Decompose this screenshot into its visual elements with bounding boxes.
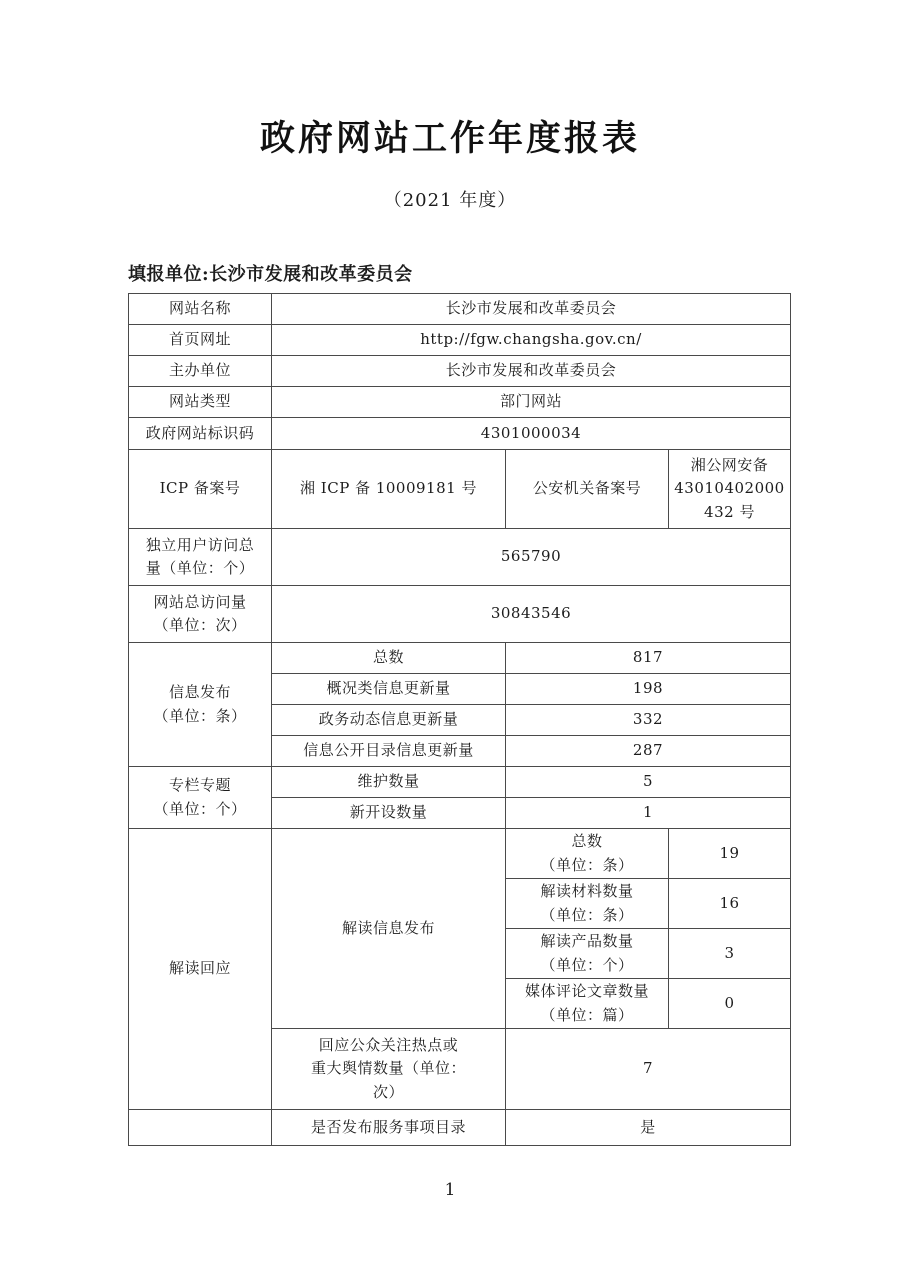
info-publish-section-label: 信息发布 （单位：条） (129, 643, 272, 767)
table-row (129, 529, 791, 586)
table-row (129, 767, 791, 798)
special-columns-item-label: 新开设数量 (272, 798, 506, 829)
info-publish-item-label: 总数 (272, 643, 506, 674)
annual-report-table (128, 293, 791, 1146)
interpretation-item-value: 0 (669, 979, 791, 1029)
info-publish-item-label: 概况类信息更新量 (272, 674, 506, 705)
filing-unit: 填报单位:长沙市发展和改革委员会 (128, 264, 413, 285)
table-row (129, 325, 791, 356)
interpretation-section-label: 解读回应 (129, 829, 272, 1110)
page-subtitle: （2021 年度） (383, 190, 517, 211)
site-type-label: 网站类型 (129, 387, 272, 418)
sponsor-value: 长沙市发展和改革委员会 (272, 356, 791, 387)
police-record-label: 公安机关备案号 (506, 450, 669, 529)
sponsor-label: 主办单位 (129, 356, 272, 387)
table-row (129, 829, 791, 879)
hotspot-response-label: 回应公众关注热点或 重大舆情数量（单位： 次） (272, 1029, 506, 1110)
hotspot-response-value: 7 (506, 1029, 791, 1110)
icp-label: ICP 备案号 (129, 450, 272, 529)
interpretation-item-value: 3 (669, 929, 791, 979)
interpretation-item-label: 媒体评论文章数量 （单位：篇） (506, 979, 669, 1029)
special-columns-item-label: 维护数量 (272, 767, 506, 798)
table-row (129, 294, 791, 325)
icp-value: 湘 ICP 备 10009181 号 (272, 450, 506, 529)
special-columns-item-value: 1 (506, 798, 791, 829)
info-publish-item-value: 287 (506, 736, 791, 767)
table-row (129, 1110, 791, 1146)
site-name-value: 长沙市发展和改革委员会 (272, 294, 791, 325)
site-type-value: 部门网站 (272, 387, 791, 418)
police-record-value: 湘公网安备 43010402000 432 号 (669, 450, 791, 529)
service-catalog-value: 是 (506, 1110, 791, 1146)
site-code-value: 4301000034 (272, 418, 791, 450)
interpretation-publish-label: 解读信息发布 (272, 829, 506, 1029)
interpretation-item-label: 解读产品数量 （单位：个） (506, 929, 669, 979)
table-row (129, 356, 791, 387)
table-row (129, 418, 791, 450)
info-publish-item-label: 信息公开目录信息更新量 (272, 736, 506, 767)
page-title: 政府网站工作年度报表 (259, 119, 640, 159)
empty-cell (129, 1110, 272, 1146)
table-row (129, 586, 791, 643)
info-publish-item-label: 政务动态信息更新量 (272, 705, 506, 736)
site-name-label: 网站名称 (129, 294, 272, 325)
table-row (129, 387, 791, 418)
unique-visitors-label: 独立用户访问总 量（单位：个） (129, 529, 272, 586)
home-url-label: 首页网址 (129, 325, 272, 356)
service-catalog-label: 是否发布服务事项目录 (272, 1110, 506, 1146)
special-columns-section-label: 专栏专题 （单位：个） (129, 767, 272, 829)
info-publish-item-value: 198 (506, 674, 791, 705)
interpretation-item-value: 16 (669, 879, 791, 929)
unique-visitors-value: 565790 (272, 529, 791, 586)
info-publish-item-value: 332 (506, 705, 791, 736)
info-publish-item-value: 817 (506, 643, 791, 674)
home-url-value: http://fgw.changsha.gov.cn/ (272, 325, 791, 356)
total-visits-label: 网站总访问量 （单位：次） (129, 586, 272, 643)
table-row (129, 450, 791, 529)
interpretation-item-label: 解读材料数量 （单位：条） (506, 879, 669, 929)
interpretation-item-value: 19 (669, 829, 791, 879)
total-visits-value: 30843546 (272, 586, 791, 643)
table-row (129, 643, 791, 674)
site-code-label: 政府网站标识码 (129, 418, 272, 450)
interpretation-item-label: 总数 （单位：条） (506, 829, 669, 879)
special-columns-item-value: 5 (506, 767, 791, 798)
page-number: 1 (444, 1180, 456, 1200)
